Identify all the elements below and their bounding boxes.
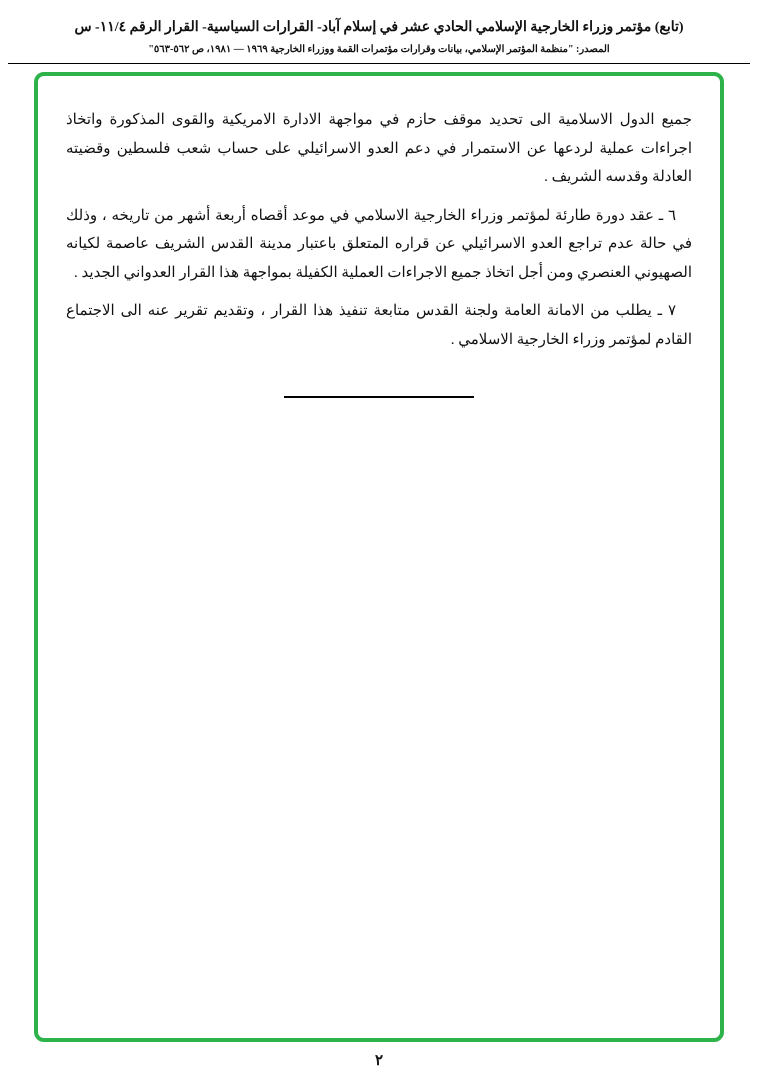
paragraph-item-6: ٦ ـ عقد دورة طارئة لمؤتمر وزراء الخارجية الاسلامي في موعد أقصاه أربعة أشهر من تاريخه ، وذلك في حالة عدم تراجع العدو الاسرائيلي عن قراره المتعلق باعتبار مدينة القدس الشريف عاصمة لكيانه الصهيوني العنصري ومن أجل اتخاذ جميع الاجراءات العملية الكفيلة بمواجهة هذا القرار العدواني الجديد . xyxy=(66,207,692,281)
green-border-frame xyxy=(34,72,724,1042)
document-header xyxy=(0,0,758,56)
paragraph-continuation: جميع الدول الاسلامية الى تحديد موقف حازم في مواجهة الادارة الامريكية والقوى المذكورة واتخاذ اجراءات عملية لردعها عن الاستمرار في دعم العدو الاسرائيلي على حساب شعب فلسطين وقضيته العادلة وقدسه الشريف . xyxy=(66,112,692,185)
document-body xyxy=(38,76,720,398)
page-number: ٢ xyxy=(374,1053,384,1069)
source-line: المصدر: "منظمة المؤتمر الإسلامي، بيانات وقرارات مؤتمرات القمة ووزراء الخارجية ١٩٦٩ — ١٩٨١، ص ٥٦٢-٥٦٣" xyxy=(148,43,610,55)
document-title: (تابع) مؤتمر وزراء الخارجية الإسلامي الحادي عشر في إسلام آباد- القرارات السياسية- القرار الرقم ١١/٤- س xyxy=(74,20,684,35)
paragraph-item-7: ٧ ـ يطلب من الامانة العامة ولجنة القدس متابعة تنفيذ هذا القرار ، وتقديم تقرير عنه الى الاجتماع القادم لمؤتمر وزراء الخارجية الاسلامي . xyxy=(66,303,692,348)
section-end-divider xyxy=(284,396,474,398)
header-divider xyxy=(8,63,750,64)
